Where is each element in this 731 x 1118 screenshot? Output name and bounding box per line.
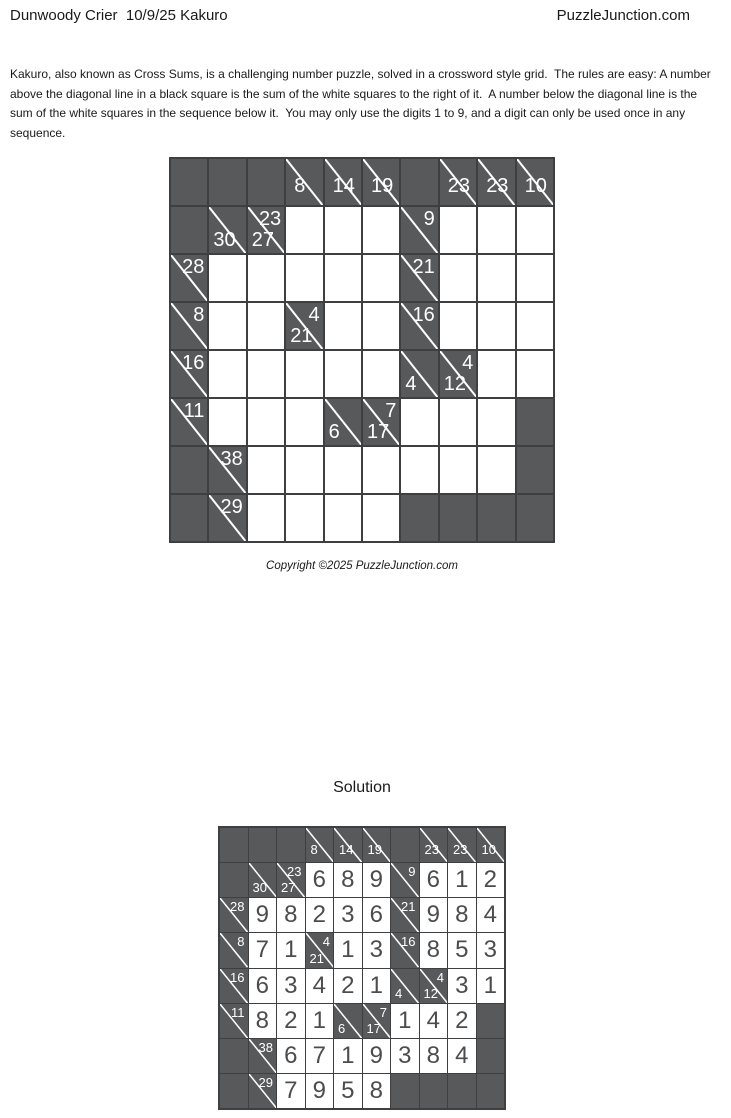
solution-digit: 2 [483,866,497,894]
solution-digit-cell [477,863,505,897]
solution-digit-cell [363,933,391,967]
across-clue-number: 28 [230,899,245,915]
across-clue-number: 9 [408,864,416,880]
solution-digit-cell [448,1039,476,1073]
clue-cell [478,159,514,205]
black-cell [517,399,553,445]
black-cell [401,495,437,541]
solution-digit: 1 [398,1006,412,1034]
across-clue-number: 4 [436,969,444,985]
across-clue-number: 23 [287,864,302,880]
solution-digit: 6 [369,901,383,929]
solution-digit: 8 [369,1076,383,1104]
across-clue-number: 16 [401,934,416,950]
down-clue-number: 27 [281,880,296,896]
solution-digit-cell [306,898,334,932]
black-cell [391,828,419,862]
solution-digit-cell [277,933,305,967]
solution-digit: 6 [312,866,326,894]
clue-cell [171,255,207,301]
across-clue-number: 29 [258,1074,273,1090]
empty-cell [286,399,322,445]
solution-digit: 4 [426,1006,440,1034]
solution-digit: 9 [426,901,440,929]
solution-digit-cell [277,898,305,932]
solution-digit: 8 [455,901,469,929]
solution-digit-cell [420,863,448,897]
clue-cell [209,447,245,493]
clue-cell [448,828,476,862]
black-cell [477,1039,505,1073]
across-clue-number: 7 [385,400,397,422]
clue-cell [286,159,322,205]
black-cell [171,447,207,493]
solution-digit: 7 [284,1076,298,1104]
across-clue-number: 29 [220,496,243,518]
empty-cell [363,447,399,493]
black-cell [171,207,207,253]
solution-digit-cell [477,969,505,1003]
solution-digit: 3 [455,971,469,999]
black-cell [249,828,277,862]
black-cell [478,495,514,541]
solution-digit: 1 [284,936,298,964]
clue-cell [401,303,437,349]
empty-cell [363,495,399,541]
down-clue-number: 30 [213,229,236,251]
down-clue-number: 23 [453,842,468,858]
clue-cell [363,399,399,445]
solution-grid [218,826,506,1110]
empty-cell [286,351,322,397]
down-clue-number: 14 [339,842,354,858]
down-clue-number: 6 [338,1020,346,1036]
down-clue-number: 21 [309,950,324,966]
clue-cell [391,863,419,897]
solution-digit-cell [420,1039,448,1073]
clue-cell [440,159,476,205]
instructions-text: Kakuro, also known as Cross Sums, is a challenging number puzzle, solved in a crossword style grid. The rules are easy: A number above the diagonal line in a black square is the sum of the white squares to the right of it. A number below the diagonal line is the sum of the white squares in the sequence below it. You may only use the digits 1 to 9, and a digit can only be used once in any sequence. [10,67,715,140]
down-clue-number: 12 [423,985,438,1001]
solution-digit-cell [420,933,448,967]
solution-digit-cell [420,1004,448,1038]
black-cell [477,1004,505,1038]
solution-digit-cell [277,969,305,1003]
down-clue-number: 8 [294,175,306,197]
solution-digit: 9 [369,866,383,894]
across-clue-number: 9 [423,208,435,230]
solution-digit: 9 [312,1076,326,1104]
solution-digit: 1 [483,971,497,999]
solution-digit: 1 [312,1006,326,1034]
across-clue-number: 23 [258,208,282,230]
empty-cell [286,207,322,253]
empty-cell [517,303,553,349]
clue-cell [401,207,437,253]
solution-digit-cell [334,969,362,1003]
black-cell [420,1074,448,1108]
across-clue-number: 16 [412,304,435,326]
clue-cell [209,495,245,541]
down-clue-number: 21 [290,325,313,347]
solution-digit: 6 [255,971,269,999]
solution-digit-cell [448,969,476,1003]
solution-digit-cell [448,863,476,897]
down-clue-number: 23 [424,842,439,858]
empty-cell [248,495,284,541]
solution-digit: 1 [369,971,383,999]
clue-cell [171,303,207,349]
clue-cell [391,898,419,932]
solution-digit: 8 [426,1041,440,1069]
across-clue-number: 11 [231,1004,245,1020]
solution-digit-cell [277,1004,305,1038]
solution-digit-cell [334,863,362,897]
solution-digit-cell [249,969,277,1003]
empty-cell [286,495,322,541]
empty-cell [478,351,514,397]
empty-cell [209,351,245,397]
empty-cell [209,303,245,349]
solution-digit-cell [334,1039,362,1073]
black-cell [171,159,207,205]
clue-cell [220,933,248,967]
black-cell [209,159,245,205]
clue-cell [517,159,553,205]
solution-digit: 3 [483,936,497,964]
down-clue-number: 23 [486,175,509,197]
across-clue-number: 38 [258,1039,273,1055]
empty-cell [325,255,361,301]
solution-digit-cell [363,863,391,897]
solution-digit: 6 [426,866,440,894]
solution-digit: 8 [341,866,355,894]
solution-digit-cell [363,969,391,1003]
empty-cell [401,447,437,493]
empty-cell [478,399,514,445]
empty-cell [517,207,553,253]
empty-cell [363,207,399,253]
clue-cell [209,207,245,253]
down-clue-number: 17 [367,421,390,443]
clue-cell [220,969,248,1003]
across-clue-number: 28 [182,256,205,278]
clue-cell [420,969,448,1003]
solution-digit: 5 [341,1076,355,1104]
clue-cell [325,399,361,445]
clue-cell [363,1004,391,1038]
solution-digit-cell [391,1039,419,1073]
solution-digit-cell [306,863,334,897]
solution-digit: 2 [341,971,355,999]
solution-digit-cell [306,969,334,1003]
clue-cell [401,255,437,301]
page-title: Dunwoody Crier 10/9/25 Kakuro [10,7,228,24]
empty-cell [440,399,476,445]
black-cell [220,863,248,897]
solution-digit: 2 [312,901,326,929]
solution-digit-cell [477,933,505,967]
empty-cell [325,351,361,397]
clue-cell [171,351,207,397]
empty-cell [248,447,284,493]
solution-digit-cell [277,1074,305,1108]
solution-digit-cell [363,1039,391,1073]
clue-cell [249,863,277,897]
solution-digit-cell [334,1074,362,1108]
solution-digit-cell [277,1039,305,1073]
solution-digit: 4 [483,901,497,929]
down-clue-number: 8 [310,842,318,858]
down-clue-number: 10 [481,842,496,858]
solution-digit: 8 [284,901,298,929]
solution-digit-cell [448,898,476,932]
solution-digit: 1 [341,936,355,964]
solution-digit: 5 [455,936,469,964]
solution-digit-cell [448,933,476,967]
solution-digit-cell [306,1074,334,1108]
across-clue-number: 8 [237,934,245,950]
across-clue-number: 11 [183,400,205,422]
empty-cell [517,351,553,397]
clue-cell [306,933,334,967]
solution-digit-cell [363,1074,391,1108]
black-cell [220,828,248,862]
across-clue-number: 7 [379,1004,387,1020]
empty-cell [478,447,514,493]
black-cell [440,495,476,541]
clue-cell [248,207,284,253]
across-clue-number: 4 [308,304,320,326]
across-clue-number: 16 [182,352,205,374]
across-clue-number: 8 [193,304,205,326]
solution-digit: 8 [255,1006,269,1034]
solution-digit-cell [391,1004,419,1038]
solution-digit: 7 [312,1041,326,1069]
empty-cell [325,447,361,493]
down-clue-number: 12 [443,373,467,395]
solution-digit: 9 [369,1041,383,1069]
down-clue-number: 30 [252,880,267,896]
black-cell [448,1074,476,1108]
solution-digit: 6 [284,1041,298,1069]
empty-cell [517,255,553,301]
empty-cell [363,351,399,397]
across-clue-number: 38 [220,448,243,470]
black-cell [517,495,553,541]
clue-cell [334,828,362,862]
down-clue-number: 6 [328,421,340,443]
empty-cell [440,255,476,301]
solution-digit: 4 [312,971,326,999]
black-cell [517,447,553,493]
clue-cell [391,969,419,1003]
solution-digit-cell [306,1039,334,1073]
solution-digit-cell [249,898,277,932]
solution-digit-cell [249,933,277,967]
solution-digit: 2 [455,1006,469,1034]
down-clue-number: 27 [251,229,275,251]
solution-digit: 3 [284,971,298,999]
across-clue-number: 4 [462,352,474,374]
puzzle-grid [169,157,555,543]
solution-digit: 1 [341,1041,355,1069]
solution-digit-cell [334,933,362,967]
clue-cell [420,828,448,862]
clue-cell [249,1074,277,1108]
clue-cell [363,828,391,862]
black-cell [248,159,284,205]
clue-cell [249,1039,277,1073]
empty-cell [248,399,284,445]
empty-cell [248,255,284,301]
empty-cell [440,207,476,253]
empty-cell [440,447,476,493]
black-cell [171,495,207,541]
black-cell [220,1039,248,1073]
empty-cell [325,207,361,253]
solution-digit-cell [420,898,448,932]
empty-cell [440,303,476,349]
clue-cell [286,303,322,349]
empty-cell [286,447,322,493]
solution-digit: 9 [255,901,269,929]
empty-cell [363,255,399,301]
clue-cell [220,898,248,932]
solution-digit: 3 [341,901,355,929]
empty-cell [248,303,284,349]
down-clue-number: 19 [367,842,382,858]
empty-cell [325,495,361,541]
solution-digit-cell [448,1004,476,1038]
empty-cell [248,351,284,397]
down-clue-number: 10 [524,175,547,197]
down-clue-number: 4 [405,373,417,395]
clue-cell [401,351,437,397]
clue-cell [171,399,207,445]
black-cell [220,1074,248,1108]
across-clue-number: 21 [401,899,416,915]
copyright-text: Copyright ©2025 PuzzleJunction.com [266,560,458,572]
solution-digit: 2 [284,1006,298,1034]
black-cell [401,159,437,205]
solution-digit: 1 [455,866,469,894]
down-clue-number: 19 [371,175,394,197]
solution-digit: 3 [369,936,383,964]
empty-cell [363,303,399,349]
solution-digit: 4 [455,1041,469,1069]
clue-cell [325,159,361,205]
empty-cell [478,255,514,301]
solution-digit: 7 [255,936,269,964]
page-header [10,7,690,24]
black-cell [277,828,305,862]
down-clue-number: 14 [332,175,355,197]
across-clue-number: 21 [412,256,435,278]
empty-cell [209,255,245,301]
empty-cell [401,399,437,445]
clue-cell [220,1004,248,1038]
clue-cell [440,351,476,397]
clue-cell [334,1004,362,1038]
black-cell [477,1074,505,1108]
clue-cell [306,828,334,862]
solution-digit-cell [249,1004,277,1038]
solution-digit-cell [477,898,505,932]
clue-cell [391,933,419,967]
down-clue-number: 23 [447,175,471,197]
empty-cell [286,255,322,301]
empty-cell [325,303,361,349]
down-clue-number: 4 [395,985,403,1001]
solution-digit: 8 [426,936,440,964]
clue-cell [477,828,505,862]
empty-cell [478,207,514,253]
solution-digit-cell [306,1004,334,1038]
down-clue-number: 17 [366,1020,381,1036]
across-clue-number: 4 [322,934,330,950]
across-clue-number: 16 [230,969,245,985]
clue-cell [277,863,305,897]
black-cell [391,1074,419,1108]
solution-digit: 3 [398,1041,412,1069]
solution-digit-cell [334,898,362,932]
clue-cell [363,159,399,205]
empty-cell [478,303,514,349]
solution-digit-cell [363,898,391,932]
site-brand: PuzzleJunction.com [556,7,690,24]
solution-heading: Solution [333,779,391,796]
empty-cell [209,399,245,445]
